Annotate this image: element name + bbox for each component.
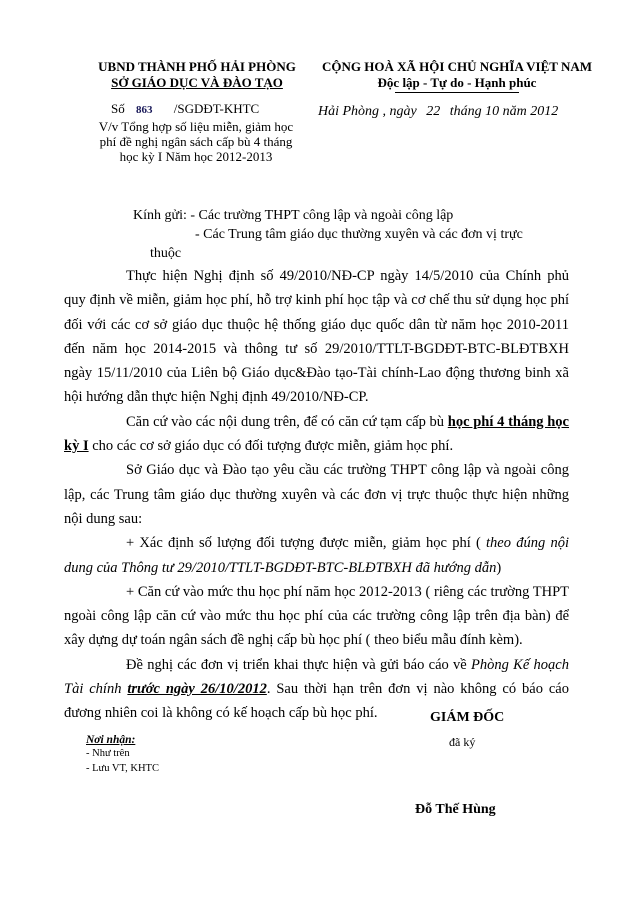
recipients-list [86, 734, 159, 776]
recipient-item: thuộc [150, 246, 182, 261]
letter-body [64, 264, 569, 726]
paragraph-deadline: Đề nghị các đơn vị triển khai thực hiện và gửi báo cáo về Phòng Kế hoạch Tài chính trước ngày 26/10/2012. Sau thời hạn trên đơn vị nào không có báo cáo đương nhiên coi là không có kế hoạch cấp bù học phí. [64, 656, 569, 722]
document-number [111, 101, 259, 117]
recipients [133, 206, 563, 263]
paragraph-request: Sở Giáo dục và Đào tạo yêu cầu các trường THPT công lập và ngoài công lập, các Trung tâm giáo dục thường xuyên và các đơn vị trực thuộc thực hiện những nội dung sau: [64, 462, 569, 527]
subject-line: phí đề nghị ngân sách cấp bù 4 tháng [99, 134, 293, 149]
recipient-line-1 [133, 206, 563, 225]
ref-label: Số [111, 101, 125, 116]
paragraph-task-1: + Xác định số lượng đối tượng được miễn, giảm học phí ( theo đúng nội dung của Thông tư 29/2010/TTLT-BGDĐT-BTC-BLĐTBXH đã hướng dẫn) [64, 535, 569, 576]
recipient-label: Kính gửi: [133, 208, 187, 223]
motto-underline [395, 92, 519, 93]
paragraph-legal-basis: Thực hiện Nghị định số 49/2010/NĐ-CP ngày 14/5/2010 của Chính phủ quy định về miễn, giảm học phí, hỗ trợ kinh phí học tập và cơ chế thu sử dụng học phí đối với các cơ sở giáo dục thuộc hệ thống giáo dục quốc dân từ năm học 2010-2011 đến năm học 2014-2015 và thông tư số 29/2010/TTLT-BGDĐT-BTC-BLĐTBXH ngày 15/11/2010 của Liên bộ Giáo dục&Đào tạo-Tài chính-Lao động thương binh xã hội hướng dẫn thực hiện Nghị định 49/2010/NĐ-CP. [64, 268, 569, 406]
org-line-1: UBND THÀNH PHỐ HẢI PHÒNG [98, 59, 296, 74]
emphasis-department: Phòng Kế hoạch Tài chính [64, 656, 569, 698]
paragraph-task-2: + Căn cứ vào mức thu học phí năm học 2012-2013 ( riêng các trường THPT ngoài công lập căn cứ vào mức thu học phí của các trường công lập trên địa bàn) để xây dựng dự toán ngân sách đề nghị cấp bù học phí ( theo biểu mẫu đính kèm). [64, 583, 569, 649]
date-line [318, 104, 558, 120]
date-day: 22 [426, 104, 441, 119]
noi-nhan-label: Nơi nhận: [86, 734, 136, 746]
subject-line: V/v Tổng hợp số liệu miễn, giảm học [98, 119, 294, 134]
emphasis-deadline: trước ngày 26/10/2012 [127, 681, 267, 698]
paragraph-purpose: Căn cứ vào các nội dung trên, để có căn cứ tạm cấp bù học phí 4 tháng học kỳ I cho các cơ sở giáo dục có đối tượng được miễn, giảm học phí. [64, 413, 569, 455]
org-name [92, 59, 302, 91]
noi-nhan-item: - Như trên [86, 748, 130, 759]
emphasis-circular: theo đúng nội dung của Thông tư 29/2010/TTLT-BGDĐT-BTC-BLĐTBXH đã hướng dẫn [64, 535, 569, 576]
subject [96, 119, 296, 164]
recipient-item: - Các Trung tâm giáo dục thường xuyên và các đơn vị trực [195, 227, 523, 242]
ref-code: /SGDĐT-KHTC [173, 101, 260, 116]
ref-number: 863 [135, 104, 153, 116]
date-suffix: tháng 10 năm 2012 [449, 104, 559, 119]
recipient-item: - Các trường THPT công lập và ngoài công lập [190, 208, 454, 223]
signature-status: đã ký [449, 735, 476, 749]
emphasis-fee-4-months: học phí 4 tháng học kỳ I [64, 413, 569, 455]
signature-title: GIÁM ĐỐC [430, 710, 505, 725]
nation-name: CỘNG HOÀ XÃ HỘI CHỦ NGHĨA VIỆT NAM [321, 59, 593, 74]
national-heading [312, 59, 602, 91]
date-prefix: Hải Phòng , ngày [318, 104, 417, 119]
motto: Độc lập - Tự do - Hạnh phúc [377, 75, 537, 90]
org-line-2: SỞ GIÁO DỤC VÀ ĐÀO TẠO [111, 75, 283, 90]
noi-nhan-item: - Lưu VT, KHTC [86, 763, 159, 774]
signer-name: Đỗ Thế Hùng [415, 802, 496, 817]
subject-line: học kỳ I Năm học 2012-2013 [119, 149, 273, 164]
